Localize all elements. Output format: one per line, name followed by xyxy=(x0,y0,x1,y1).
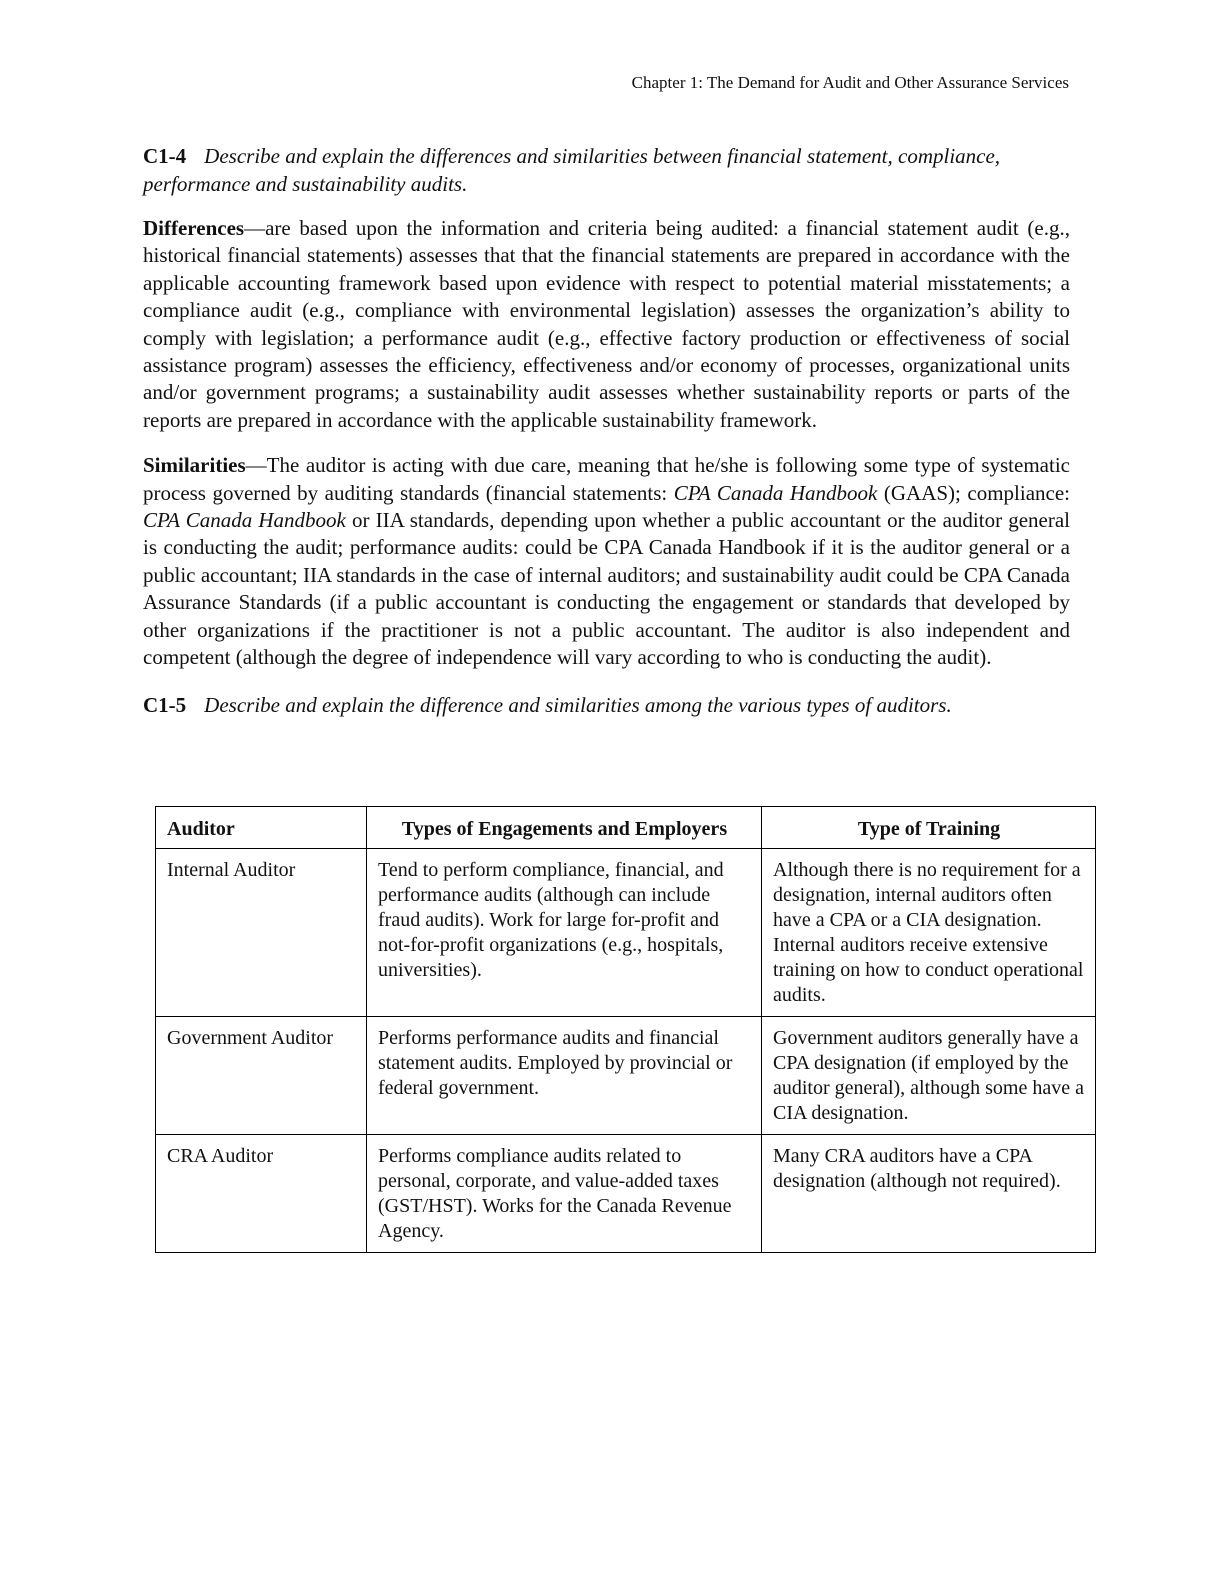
main-content xyxy=(143,142,1070,719)
differences-text: —are based upon the information and criteria being audited: a financial statement audit (e.g., historical financial statements) assesses that that the financial statements are prepared in accordance with the applicable accounting framework based upon evidence with respect to potential material misstatements; a compliance audit (e.g., compliance with environmental legislation) assesses the organization’s ability to comply with legislation; a performance audit (e.g., effective factory production or effectiveness of social assistance program) assesses the efficiency, effectiveness and/or economy of processes, organizational units and/or government programs; a sustainability audit assesses whether sustainability reports or parts of the reports are prepared in accordance with the applicable sustainability framework. xyxy=(143,216,1070,432)
cell-training: Although there is no requirement for a designation, internal auditors often have a CPA or a CIA designation. Internal auditors receive extensive training on how to conduct operational audits. xyxy=(762,849,1096,1017)
similarities-paragraph xyxy=(143,452,1070,671)
cell-engagements: Tend to perform compliance, financial, and performance audits (although can include fraud audits). Work for large for-profit and not-for-profit organizations (e.g., hospitals, universities). xyxy=(367,849,762,1017)
table-row xyxy=(156,849,1096,1017)
auditor-comparison-table-wrapper xyxy=(155,806,1095,1253)
similarities-text-2: (GAAS); compliance: xyxy=(877,480,1070,505)
cell-engagements: Performs performance audits and financial statement audits. Employed by provincial or federal government. xyxy=(367,1017,762,1135)
cell-auditor: Government Auditor xyxy=(156,1017,367,1135)
running-header: Chapter 1: The Demand for Audit and Other Assurance Services xyxy=(631,73,1069,92)
cell-auditor: Internal Auditor xyxy=(156,849,367,1017)
question-number: C1-4 xyxy=(143,144,187,168)
question-text: Describe and explain the differences and similarities between financial statement, compliance, performance and sustainability audits. xyxy=(143,144,1001,196)
question-number: C1-5 xyxy=(143,692,187,717)
similarities-heading: Similarities xyxy=(143,453,246,478)
handbook-title-2: CPA Canada Handbook xyxy=(143,508,346,533)
column-header-auditor: Auditor xyxy=(156,807,367,849)
table-row xyxy=(156,1017,1096,1135)
handbook-title-1: CPA Canada Handbook xyxy=(673,480,878,505)
question-c1-4 xyxy=(143,142,1070,198)
column-header-engagements: Types of Engagements and Employers xyxy=(367,807,762,849)
differences-heading: Differences xyxy=(143,216,245,240)
cell-training: Many CRA auditors have a CPA designation (although not required). xyxy=(762,1135,1096,1253)
question-c1-5 xyxy=(143,691,1070,719)
cell-engagements: Performs compliance audits related to personal, corporate, and value-added taxes (GST/HST). Works for the Canada Revenue Agency. xyxy=(367,1135,762,1253)
column-header-training: Type of Training xyxy=(762,807,1096,849)
auditor-comparison-table xyxy=(155,806,1096,1253)
similarities-text-3: or IIA standards, depending upon whether a public accountant or the auditor general is conducting the audit; performance audits: could be CPA Canada Handbook if it is the auditor general or a public accountant; IIA standards in the case of internal auditors; and sustainability audit could be CPA Canada Assurance Standards (if a public accountant is conducting the engagement or standards that developed by other organizations if the practitioner is not a public accountant. The auditor is also independent and competent (although the degree of independence will vary according to who is conducting the audit). xyxy=(143,508,1070,670)
question-text: Describe and explain the difference and similarities among the various types of auditors. xyxy=(204,692,952,717)
similarities-text-1: —The auditor is acting with due care, meaning that he/she is following some type of systematic process governed by auditing standards (financial statements: xyxy=(143,453,1070,505)
cell-training: Government auditors generally have a CPA designation (if employed by the auditor general), although some have a CIA designation. xyxy=(762,1017,1096,1135)
table-row xyxy=(156,1135,1096,1253)
table-header-row xyxy=(156,807,1096,849)
differences-paragraph xyxy=(143,215,1070,434)
cell-auditor: CRA Auditor xyxy=(156,1135,367,1253)
